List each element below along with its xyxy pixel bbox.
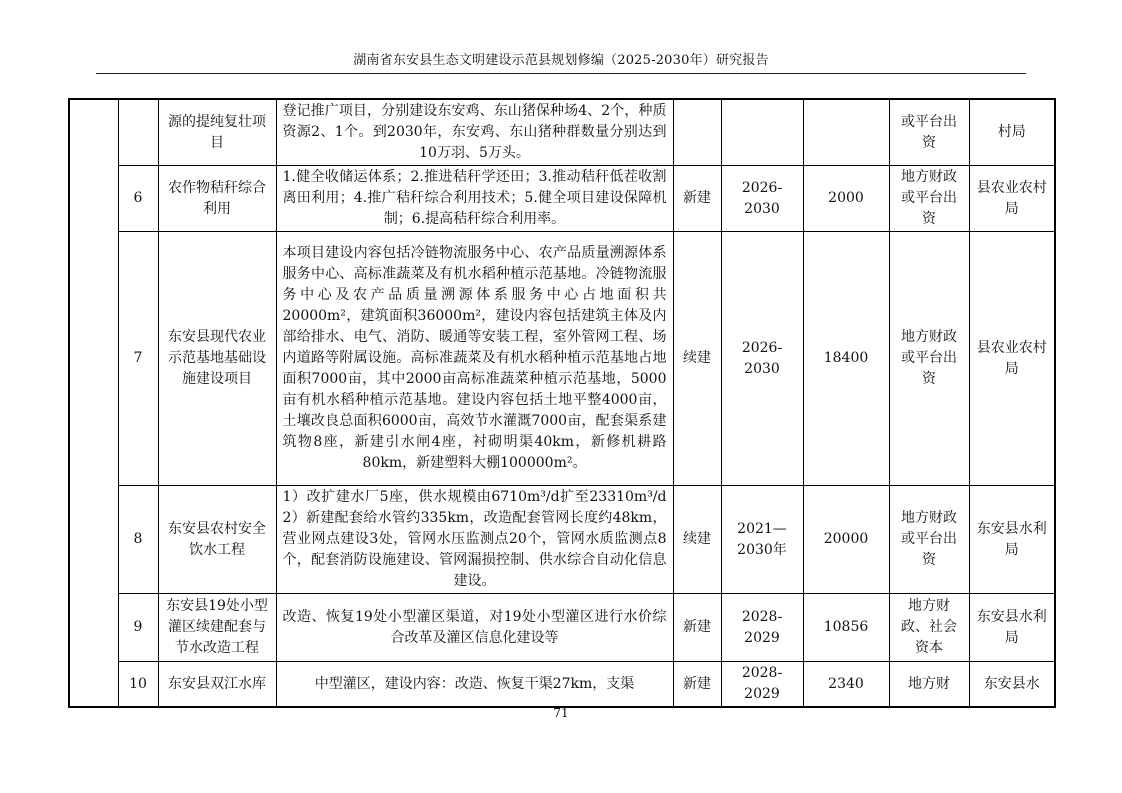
investment-cell [803, 99, 889, 166]
funding-source-cell: 地方财政或平台出资 [889, 166, 969, 232]
responsible-dept-cell: 东安县水 [969, 662, 1055, 708]
period-cell: 2026-2030 [721, 166, 803, 232]
project-name-cell: 东安县19处小型灌区续建配套与节水改造工程 [158, 594, 276, 662]
project-name-cell: 源的提纯复壮项目 [158, 99, 276, 166]
investment-cell: 2000 [803, 166, 889, 232]
row-number-cell: 7 [118, 232, 158, 486]
funding-source-cell: 地方财政、社会资本 [889, 594, 969, 662]
project-content-text: 改造、恢复19处小型灌区渠道，对19处小型灌区进行水价综合改革及灌区信息化建设等 [282, 608, 667, 646]
table-row [69, 166, 1055, 232]
table-row [69, 594, 1055, 662]
funding-source-cell: 地方财政或平台出资 [889, 486, 969, 594]
project-content-cell [276, 486, 673, 594]
period-cell: 2028-2029 [721, 594, 803, 662]
responsible-dept-cell: 东安县水利局 [969, 486, 1055, 594]
build-type-cell: 续建 [673, 232, 721, 486]
table-row [69, 232, 1055, 486]
investment-cell: 2340 [803, 662, 889, 708]
document-header: 湖南省东安县生态文明建设示范县规划修编（2025-2030年）研究报告 [353, 53, 769, 68]
table-row [69, 486, 1055, 594]
project-content-text: 登记推广项目，分别建设东安鸡、东山猪保种场4、2个，种质资源2、1个。到2030年，东安鸡、东山猪种群数量分别达到10万羽、5万头。 [282, 103, 667, 161]
responsible-dept-cell: 县农业农村局 [969, 166, 1055, 232]
row-number-cell: 6 [118, 166, 158, 232]
row-number-cell [118, 99, 158, 166]
row-number-cell: 8 [118, 486, 158, 594]
project-name-cell: 农作物秸秆综合利用 [158, 166, 276, 232]
project-content-cell [276, 166, 673, 232]
project-table-wrap [68, 98, 1054, 708]
period-cell: 2028-2029 [721, 662, 803, 708]
project-content-cell [276, 662, 673, 708]
investment-cell: 10856 [803, 594, 889, 662]
period-cell: 2021—2030年 [721, 486, 803, 594]
project-name-cell: 东安县现代农业示范基地基础设施建设项目 [158, 232, 276, 486]
page-number: 71 [553, 706, 569, 720]
project-name-cell: 东安县农村安全饮水工程 [158, 486, 276, 594]
project-content-text: 本项目建设内容包括冷链物流服务中心、农产品质量溯源体系服务中心、高标准蔬菜及有机水稻种植示范基地。冷链物流服务中心及农产品质量溯源体系服务中心占地面积共20000m²，建筑面积36000m²，建设内容包括建筑主体及内部给排水、电气、消防、暖通等安装工程，室外管网工程、场内道路等附属设施。高标准蔬菜及有机水稻种植示范基地占地面积7000亩，其中2000亩高标准蔬菜种植示范基地，5000亩有机水稻种植示范基地。建设内容包括土地平整4000亩，土壤改良总面积6000亩，高效节水灌溉7000亩，配套渠系建筑物8座，新建引水闸4座，衬砌明渠40km，新修机耕路80km，新建塑料大棚100000m²。 [282, 245, 667, 471]
project-content-text: 1）改扩建水厂5座，供水规模由6710m³/d扩至23310m³/d 2）新建配套给水管约335km，改造配套管网长度约48km，营业网点建设3处，管网水压监测点20个，管网水质监测点8个，配套消防设施建设、管网漏损控制、供水综合自动化信息建设。 [282, 489, 667, 589]
funding-source-cell: 地方财 [889, 662, 969, 708]
project-content-cell [276, 99, 673, 166]
responsible-dept-cell: 县农业农村局 [969, 232, 1055, 486]
project-content-cell [276, 232, 673, 486]
project-name-cell: 东安县双江水库 [158, 662, 276, 708]
build-type-cell: 新建 [673, 662, 721, 708]
build-type-cell: 新建 [673, 166, 721, 232]
funding-source-cell: 或平台出资 [889, 99, 969, 166]
investment-cell: 18400 [803, 232, 889, 486]
build-type-cell: 新建 [673, 594, 721, 662]
table-row [69, 662, 1055, 708]
funding-source-cell: 地方财政或平台出资 [889, 232, 969, 486]
row-number-cell: 9 [118, 594, 158, 662]
period-cell [721, 99, 803, 166]
row-number-cell: 10 [118, 662, 158, 708]
period-cell: 2026-2030 [721, 232, 803, 486]
responsible-dept-cell: 东安县水利局 [969, 594, 1055, 662]
table-row [69, 99, 1055, 166]
project-content-text: 1.健全收储运体系；2.推进秸秆学还田；3.推动秸秆低茬收割离田利用；4.推广秸秆综合利用技术；5.健全项目建设保障机制；6.提高秸秆综合利用率。 [282, 169, 667, 227]
header-rule [96, 73, 1026, 74]
project-content-cell [276, 594, 673, 662]
project-table [68, 98, 1056, 708]
project-content-text: 中型灌区，建设内容：改造、恢复干渠27km，支渠 [314, 675, 635, 692]
build-type-cell: 续建 [673, 486, 721, 594]
build-type-cell [673, 99, 721, 166]
investment-cell: 20000 [803, 486, 889, 594]
category-cell [69, 99, 118, 707]
responsible-dept-cell: 村局 [969, 99, 1055, 166]
